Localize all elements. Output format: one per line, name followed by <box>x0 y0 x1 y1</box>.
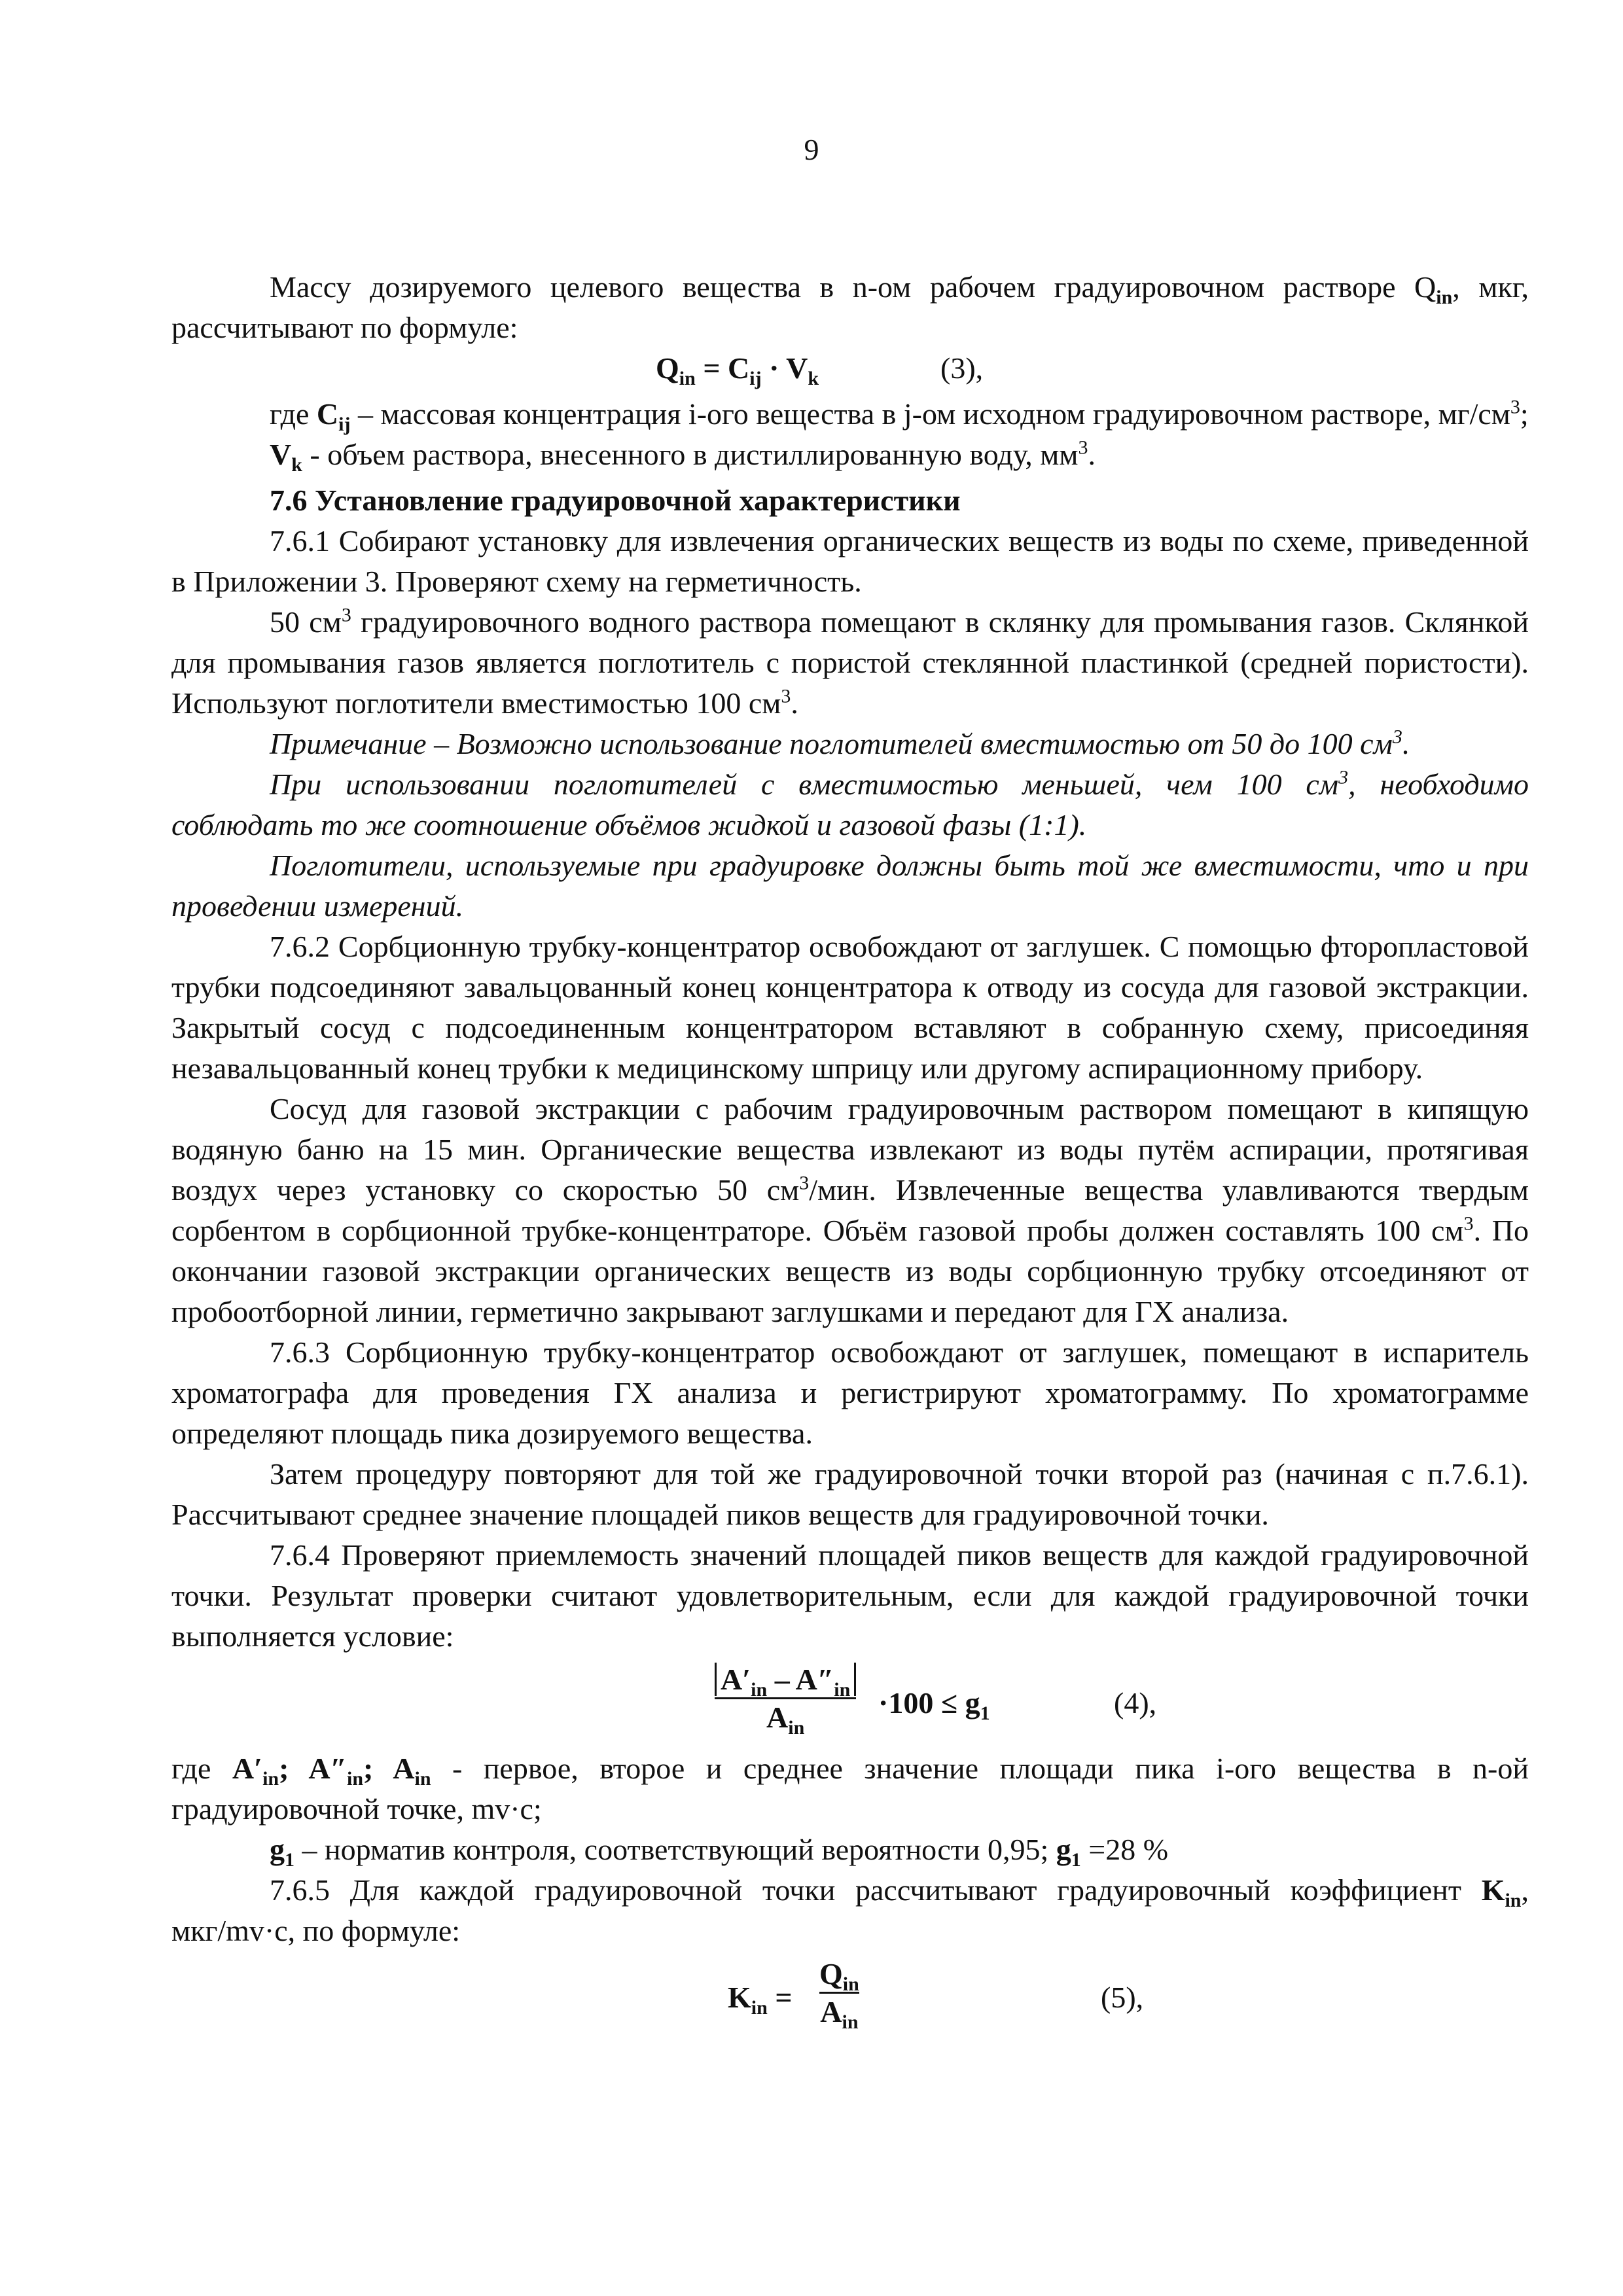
formula-5-fraction: $Q_{in}$ $A_{in}$ <box>819 1957 859 2034</box>
paragraph-50cm: 50 $см^3$ градуировочного водного раствора помещают в склянку для промывания газов. Склянкой для промывания газов является поглотитель с пористой стеклянной пластинкой (средней пористости). Используют поглотители вместимостью 100 $см^3$. <box>171 604 1529 720</box>
paragraph-7-6-1: 7.6.1 Собирают установку для извлечения органических веществ из воды по схеме, приведенной в Приложении 3. Проверяют схему на герметичность. <box>171 524 1529 598</box>
formula-3 <box>171 348 1529 394</box>
paragraph-vessel: Сосуд для газовой экстракции с рабочим градуировочным раствором помещают в кипящую водяную баню на 15 мин. Органические вещества извлекают из воды путём аспирации, протягивая воздух через установку со скоростью 50 $см^3$/мин. Извлеченные вещества улавливаются твердым сорбентом в сорбционной трубке-концентраторе. Объём газовой пробы должен составлять 100 $см^3$. По окончании газовой экстракции органических веществ из воды сорбционную трубку отсоединяют от пробоотборной линии, герметично закрывают заглушками и передают для ГХ анализа. <box>171 1092 1529 1328</box>
where-g1: $g_1$ – норматив контроля, соответствующий вероятности 0,95; $g_1 =28$ % <box>270 1833 1169 1871</box>
where-vk: $V_k$ - объем раствора, внесенного в дистиллированную воду, $мм^3$. <box>270 436 1096 476</box>
formula-3-expression: $Q_{in} = C_{ij} \cdot V_k$ <box>656 351 819 390</box>
paragraph-7-6-2: 7.6.2 Сорбционную трубку-концентратор освобождают от заглушек. С помощью фторопластовой трубки подсоединяют завальцованный конец концентратора к отводу из сосуда для газовой экстракции. Закрытый сосуд с подсоединенным концентратором вставляют в собранную схему, присоединяя незавальцованный конец трубки к медицинскому шприцу или другому аспирационному прибору. <box>171 930 1529 1085</box>
formula-4 <box>171 1657 1529 1748</box>
formula-5-number: (5), <box>1101 1981 1144 2014</box>
section-heading-7-6: 7.6 Установление градуировочной характеристики <box>270 484 961 517</box>
paragraph-7-6-5: 7.6.5 Для каждой градуировочной точки рассчитывают градуировочный коэффициент $K_{in}$, мкг/mv·c, по формуле: <box>171 1873 1529 1947</box>
formula-4-number: (4), <box>1114 1686 1157 1720</box>
formula-4-fraction: $A'_{in} - A''_{in}$ $A_{in}$ <box>715 1662 856 1736</box>
page-body <box>171 267 1529 2043</box>
note-1: Примечание – Возможно использование поглотителей вместимостью от 50 до 100 $см^3$. <box>270 726 1410 760</box>
formula-4-rhs: $\cdot 100 \le g_1$ <box>878 1686 990 1725</box>
where-cij: где $C_{ij}$ – массовая концентрация i-ого вещества в j-ом исходном градуировочном растворе, $мг/см^3$; <box>270 396 1529 436</box>
paragraph-7-6-3: 7.6.3 Сорбционную трубку-концентратор освобождают от заглушек, помещают в испаритель хроматографа для проведения ГХ анализа и регистрируют хроматограмму. По хроматограмме определяют площадь пика дозируемого вещества. <box>171 1335 1529 1450</box>
note-2: При использовании поглотителей с вместимостью меньшей, чем 100 $см^3$, необходимо соблюдать то же соотношение объёмов жидкой и газовой фазы (1:1). <box>171 766 1529 841</box>
paragraph-mass: Массу дозируемого целевого вещества в n-ом рабочем градуировочном растворе $Q_{in}$, мкг, рассчитывают по формуле: <box>171 270 1529 344</box>
formula-5 <box>171 1951 1529 2043</box>
paragraph-7-6-4: 7.6.4 Проверяют приемлемость значений площадей пиков веществ для каждой градуировочной точки. Результат проверки считают удовлетворительным, если для каждой градуировочной точки выполняется условие: <box>171 1538 1529 1653</box>
where-a: где $A'_{in}$; $A''_{in}$; $A_{in}$ - первое, второе и среднее значение площади пика i-ого вещества в n-ой градуировочной точке, mv·c; <box>171 1752 1529 1826</box>
formula-3-number: (3), <box>940 351 984 385</box>
formula-5-lhs: $K_{in}$ = <box>728 1981 793 2019</box>
page-number: 9 <box>804 133 819 166</box>
note-3: Поглотители, используемые при градуировке должны быть той же вместимости, что и при проведении измерений. <box>171 849 1529 923</box>
paragraph-repeat: Затем процедуру повторяют для той же градуировочной точки второй раз (начиная с п.7.6.1). Рассчитывают среднее значение площадей пиков веществ для градуировочной точки. <box>171 1457 1529 1531</box>
